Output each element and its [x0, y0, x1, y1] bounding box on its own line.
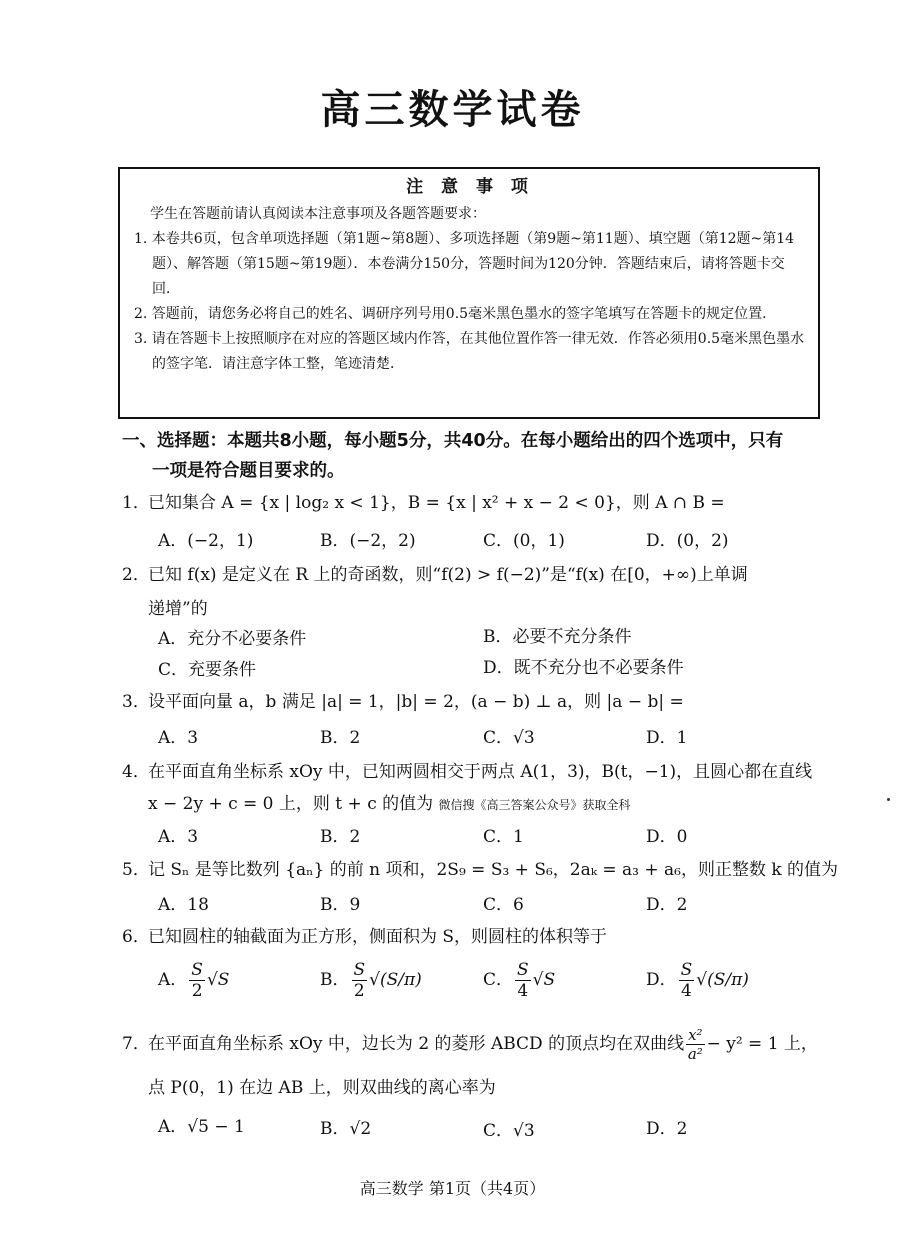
option-d: D．(0，2) — [646, 531, 729, 551]
option-d: D．2 — [646, 1119, 688, 1139]
fraction — [686, 1026, 704, 1063]
option-label: D． — [646, 970, 677, 990]
notice-box — [118, 167, 820, 419]
option-label: A． — [158, 970, 188, 990]
option-b: B．√2 — [320, 1119, 372, 1139]
question-2 — [122, 560, 822, 624]
fraction-numerator: S — [353, 960, 366, 980]
question-number: 4． — [122, 762, 150, 782]
option-a: A．√5 − 1 — [158, 1117, 245, 1137]
question-7-cont — [122, 1073, 822, 1103]
notice-item: 2. 答题前，请您务必将自己的姓名、调研序列号用0.5毫米黑色墨水的签字笔填写在答题卡的规定位置． — [134, 306, 777, 322]
notice-intro: 学生在答题前请认真阅读本注意事项及各题答题要求： — [150, 206, 486, 222]
option-b: B．2 — [320, 827, 361, 847]
radical: √(S/π) — [696, 970, 749, 990]
option-c: C．(0，1) — [483, 531, 565, 551]
question-stem: 已知集合 A = {x | log₂ x < 1}，B = {x | x² + x − 2 < 0}，则 A ∩ B = — [148, 493, 725, 513]
question-6 — [122, 922, 822, 952]
option-b: B．9 — [320, 895, 361, 915]
option-d: D．1 — [646, 728, 688, 748]
question-3 — [122, 687, 822, 717]
notice-heading: 注 意 事 项 — [406, 177, 534, 197]
section-heading-line2: 一项是符合题目要求的。 — [152, 461, 345, 481]
option-c — [483, 960, 555, 1001]
option-a: A．3 — [158, 728, 199, 748]
question-number: 5． — [122, 860, 150, 880]
option-a: A．18 — [158, 895, 209, 915]
fraction-denominator: 4 — [681, 981, 692, 1001]
fraction-denominator: a² — [687, 1045, 703, 1063]
fraction-numerator: S — [680, 960, 693, 980]
question-stem-cont: x − 2y + c = 0 上，则 t + c 的值为 — [148, 794, 434, 814]
question-number: 6． — [122, 927, 150, 947]
option-d: D．0 — [646, 827, 688, 847]
notice-item: 1. 本卷共6页，包含单项选择题（第1题~第8题）、多项选择题（第9题~第11题）、填空题（第12题~第14题）、解答题（第15题~第19题）．本卷满分150分，答题时间为120分钟．答题结束后，请将答题卡交回． — [134, 231, 795, 297]
option-a: A．3 — [158, 827, 199, 847]
question-stem-cont: 递增”的 — [148, 599, 208, 619]
fraction — [352, 960, 368, 1001]
question-number: 7． — [122, 1034, 150, 1054]
notice-item: 3. 请在答题卡上按照顺序在对应的答题区域内作答，在其他位置作答一律无效．作答必须用0.5毫米黑色墨水的签字笔．请注意字体工整，笔迹清楚． — [134, 331, 805, 372]
option-d: D．既不充分也不必要条件 — [483, 658, 684, 678]
fraction-denominator: 4 — [517, 981, 529, 1001]
exam-title: 高三数学试卷 — [320, 87, 585, 133]
fraction — [515, 960, 531, 1001]
fraction — [189, 960, 205, 1001]
option-d — [646, 960, 749, 1001]
question-stem-cont: 点 P(0，1) 在边 AB 上，则双曲线的离心率为 — [148, 1078, 496, 1098]
radical: √S — [532, 970, 556, 990]
section-heading — [122, 426, 822, 486]
question-4 — [122, 757, 822, 820]
question-stem: 设平面向量 a，b 满足 |a| = 1，|b| = 2，(a − b) ⊥ a，则 |a − b| = — [148, 692, 684, 712]
fraction — [679, 960, 695, 1001]
watermark-note: 微信搜《高三答案公众号》获取全科 — [438, 798, 631, 812]
option-b: B．必要不充分条件 — [483, 627, 632, 647]
question-stem: 在平面直角坐标系 xOy 中，边长为 2 的菱形 ABCD 的顶点均在双曲线 — [148, 1034, 685, 1054]
option-c: C．充要条件 — [158, 660, 257, 680]
option-d: D．2 — [646, 895, 688, 915]
question-5 — [122, 855, 839, 885]
question-1 — [122, 488, 822, 518]
question-number: 2． — [122, 565, 150, 585]
fraction-numerator: S — [517, 960, 529, 980]
option-label: B． — [320, 970, 350, 990]
question-number: 3． — [122, 692, 150, 712]
option-a: A．(−2，1) — [158, 531, 254, 551]
radical: √S — [206, 970, 230, 990]
option-b — [320, 960, 422, 1001]
fraction-denominator: 2 — [353, 981, 365, 1001]
question-stem-tail: − y² = 1 上， — [706, 1034, 818, 1054]
question-stem: 已知圆柱的轴截面为正方形，侧面积为 S，则圆柱的体积等于 — [148, 927, 608, 947]
stray-dot — [887, 798, 890, 801]
question-stem: 在平面直角坐标系 xOy 中，已知两圆相交于两点 A(1，3)，B(t，−1)，且圆心都在直线 — [148, 762, 813, 782]
option-b: B．2 — [320, 728, 361, 748]
question-7 — [122, 1024, 822, 1064]
section-heading-line1: 一、选择题：本题共8小题，每小题5分，共40分。在每小题给出的四个选项中，只有 — [122, 431, 784, 451]
option-a — [158, 960, 229, 1001]
option-c: C．√3 — [483, 728, 535, 748]
option-c: C．√3 — [483, 1121, 535, 1141]
option-a: A．充分不必要条件 — [158, 629, 307, 649]
option-label: C． — [483, 970, 514, 990]
radical: √(S/π) — [369, 970, 422, 990]
option-b: B．(−2，2) — [320, 531, 416, 551]
option-c: C．6 — [483, 895, 524, 915]
option-c: C．1 — [483, 827, 524, 847]
question-stem: 记 Sₙ 是等比数列 {aₙ} 的前 n 项和，2S₉ = S₃ + S₆，2aₖ = a₃ + a₆，则正整数 k 的值为 — [148, 860, 839, 880]
fraction-denominator: 2 — [191, 981, 203, 1001]
fraction-numerator: S — [191, 960, 203, 980]
fraction-numerator: x² — [688, 1026, 703, 1044]
question-stem: 已知 f(x) 是定义在 R 上的奇函数，则“f(2) > f(−2)”是“f(x) 在[0，+∞)上单调 — [148, 565, 748, 585]
question-number: 1． — [122, 493, 150, 513]
page-footer: 高三数学 第1页（共4页） — [359, 1179, 546, 1198]
